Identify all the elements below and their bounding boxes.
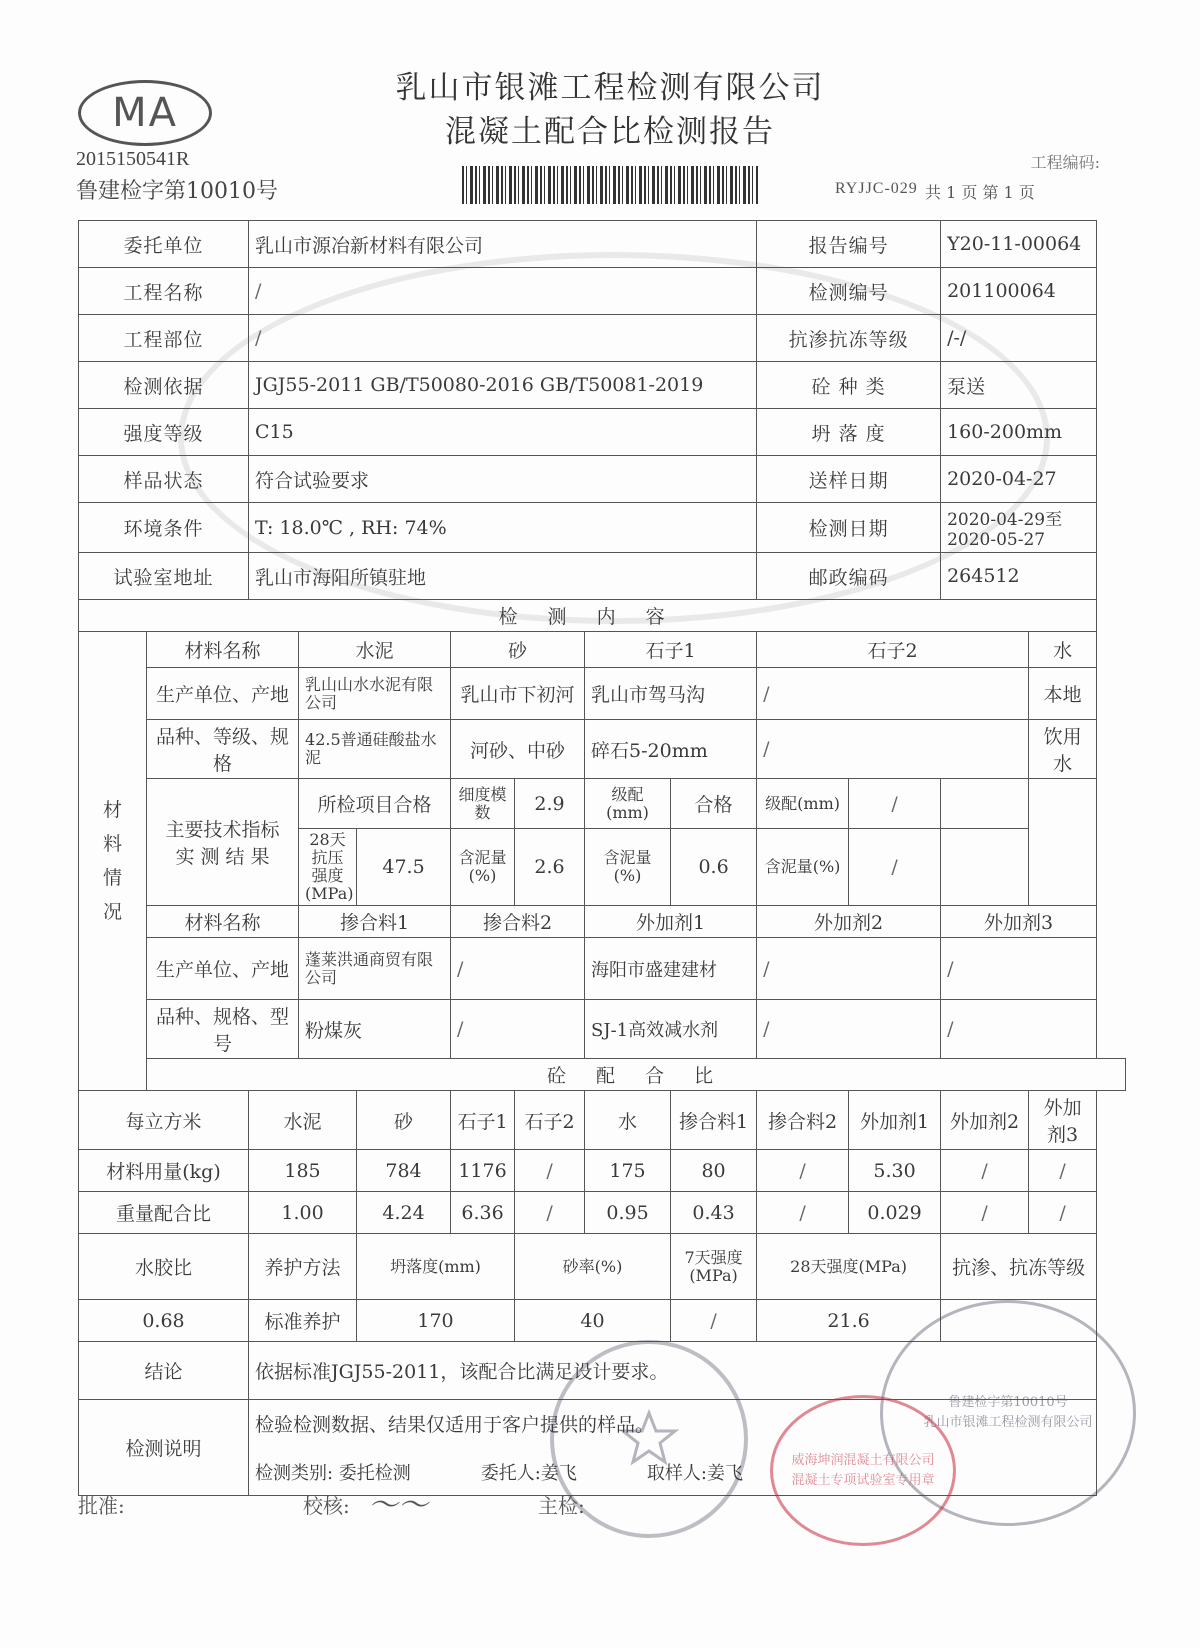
usage-cell: 5.30 <box>849 1150 941 1192</box>
ad2-spec: / <box>757 1000 941 1059</box>
mat-stone2-header: 石子2 <box>757 632 1029 668</box>
lab-label: 试验室地址 <box>79 553 249 600</box>
report-no-value: Y20-11-00064 <box>941 221 1097 268</box>
tech-label-line1: 主要技术指标 <box>165 819 280 841</box>
mat-sand-header: 砂 <box>451 632 585 668</box>
stone2-mud-value: / <box>849 829 941 906</box>
mat-producer-label: 生产单位、产地 <box>147 668 299 720</box>
sandrate-header: 砂率(%) <box>515 1234 671 1300</box>
send-date-value: 2020-04-27 <box>941 456 1097 503</box>
cure-header: 养护方法 <box>249 1234 357 1300</box>
ratio-cell: / <box>941 1192 1029 1234</box>
ad1-spec: SJ-1高效减水剂 <box>585 1000 757 1059</box>
info-row <box>79 553 1126 600</box>
usage-label: 材料用量(kg) <box>79 1150 249 1192</box>
mix-sand-header: 砂 <box>357 1091 451 1150</box>
mix-add2-header: 掺合料2 <box>757 1091 849 1150</box>
usage-cell: 185 <box>249 1150 357 1192</box>
report-no-label: 报告编号 <box>757 221 941 268</box>
res-slump-value: 170 <box>357 1300 515 1342</box>
s7-header: 7天强度(MPa) <box>671 1234 757 1300</box>
mix-cement-header: 水泥 <box>249 1091 357 1150</box>
stone1-mud-label: 含泥量(%) <box>585 829 671 906</box>
env-label: 环境条件 <box>79 503 249 553</box>
adm-ad1-header: 外加剂1 <box>585 906 757 938</box>
cement-spec: 42.5普通硅酸盐水泥 <box>299 720 451 779</box>
approve-label: 批准: <box>78 1494 125 1518</box>
add1-producer: 蓬莱洪通商贸有限公司 <box>299 938 451 1000</box>
strength-label: 强度等级 <box>79 409 249 456</box>
cma-logo <box>78 80 212 146</box>
sand-producer: 乳山市下初河 <box>451 668 585 720</box>
send-date-label: 送样日期 <box>757 456 941 503</box>
test-date-value: 2020-04-29至2020-05-27 <box>941 503 1097 553</box>
adm-spec-label: 品种、规格、型号 <box>147 1000 299 1059</box>
conclusion-label: 结论 <box>79 1342 249 1400</box>
add2-spec: / <box>451 1000 585 1059</box>
sand-spec: 河砂、中砂 <box>451 720 585 779</box>
usage-cell: 80 <box>671 1150 757 1192</box>
ratio-cell: 1.00 <box>249 1192 357 1234</box>
sample-label: 样品状态 <box>79 456 249 503</box>
basis-label: 检测依据 <box>79 362 249 409</box>
adm-add1-header: 掺合料1 <box>299 906 451 938</box>
report-header <box>0 0 1200 222</box>
seal-cert: 鲁建检字第10010号 <box>948 1395 1068 1410</box>
adm-add2-header: 掺合料2 <box>451 906 585 938</box>
test-date-label: 检测日期 <box>757 503 941 553</box>
mix-ad3-header: 外加剂3 <box>1029 1091 1097 1150</box>
content-section-title: 检 测 内 容 <box>79 600 1097 632</box>
cement-check: 所检项目合格 <box>299 779 451 829</box>
mix-stone2-header: 石子2 <box>515 1091 585 1150</box>
usage-cell: / <box>1029 1150 1097 1192</box>
ratio-cell: / <box>515 1192 585 1234</box>
test-no-label: 检测编号 <box>757 268 941 315</box>
env-value: T: 18.0℃ , RH: 74% <box>249 503 757 553</box>
conclusion-text: 依据标准JGJ55-2011，该配合比满足设计要求。 <box>249 1342 1097 1400</box>
lab-value: 乳山市海阳所镇驻地 <box>249 553 757 600</box>
stone1-producer: 乳山市驾马沟 <box>585 668 757 720</box>
seal-company: 乳山市银滩工程检测有限公司 <box>923 1415 1093 1430</box>
project-value: / <box>249 268 757 315</box>
add2-producer: / <box>451 938 585 1000</box>
sand-mud-label: 含泥量(%) <box>451 829 515 906</box>
materials-side-label: 材 料 情 况 <box>79 632 147 1091</box>
stone1-grading-value: 合格 <box>671 779 757 829</box>
sandrate-value: 40 <box>515 1300 671 1342</box>
review-signature: 〜〜 <box>368 1488 428 1523</box>
slump-value: 160-200mm <box>941 409 1097 456</box>
notes-text: 检验检测数据、结果仅适用于客户提供的样品。 <box>255 1414 655 1436</box>
ratio-cell: 4.24 <box>357 1192 451 1234</box>
info-row <box>79 503 1126 553</box>
sand-mud-value: 2.6 <box>515 829 585 906</box>
project-label: 工程名称 <box>79 268 249 315</box>
mix-section-title: 砼 配 合 比 <box>147 1059 1126 1091</box>
info-row <box>79 362 1126 409</box>
usage-cell: / <box>757 1150 849 1192</box>
add1-spec: 粉煤灰 <box>299 1000 451 1059</box>
usage-cell: 784 <box>357 1150 451 1192</box>
part-value: / <box>249 315 757 362</box>
mix-ad1-header: 外加剂1 <box>849 1091 941 1150</box>
sampler-person: 取样人:姜飞 <box>646 1463 743 1484</box>
usage-cell: / <box>515 1150 585 1192</box>
adm-ad3-header: 外加剂3 <box>941 906 1097 938</box>
water-spec: 饮用水 <box>1029 720 1097 779</box>
company-name: 乳山市银滩工程检测有限公司 <box>395 70 825 106</box>
license-no: 鲁建检字第10010号 <box>76 179 278 204</box>
ratio-cell: / <box>757 1192 849 1234</box>
red-seal-company: 威海坤润混凝土有限公司 <box>791 1452 935 1468</box>
ratio-cell: 6.36 <box>451 1192 515 1234</box>
fineness-label: 细度模数 <box>451 779 515 829</box>
res-slump-header: 坍落度(mm) <box>357 1234 515 1300</box>
stone2-mud-label: 含泥量(%) <box>757 829 849 906</box>
results-row <box>79 1300 1126 1342</box>
stone2-grading-value: / <box>849 779 941 829</box>
cure-value: 标准养护 <box>249 1300 357 1342</box>
usage-cell: 1176 <box>451 1150 515 1192</box>
red-seal-purpose: 混凝土专项试验室专用章 <box>791 1472 935 1488</box>
mix-water-header: 水 <box>585 1091 671 1150</box>
water-producer: 本地 <box>1029 668 1097 720</box>
project-code-label: 工程编码: <box>1030 153 1100 172</box>
s7-value: / <box>671 1300 757 1342</box>
ad1-producer: 海阳市盛建建材 <box>585 938 757 1000</box>
client-label: 委托单位 <box>79 221 249 268</box>
stone2-producer: / <box>757 668 1029 720</box>
ratio-label: 重量配合比 <box>79 1192 249 1234</box>
post-value: 264512 <box>941 553 1097 600</box>
tech-label-line2: 实 测 结 果 <box>175 846 270 868</box>
s28-value: 21.6 <box>757 1300 941 1342</box>
type-value: 泵送 <box>941 362 1097 409</box>
type-label: 砼 种 类 <box>757 362 941 409</box>
grade-value: /-/ <box>941 315 1097 362</box>
strength28-value: 47.5 <box>357 829 451 906</box>
info-row <box>79 456 1126 503</box>
report-title: 混凝土配合比检测报告 <box>445 114 775 150</box>
usage-row <box>79 1150 1126 1192</box>
info-row <box>79 409 1126 456</box>
res-grade-header: 抗渗、抗冻等级 <box>941 1234 1097 1300</box>
mat-name-header: 材料名称 <box>147 632 299 668</box>
slump-label: 坍 落 度 <box>757 409 941 456</box>
ratio-cell: / <box>1029 1192 1097 1234</box>
ratio-cell: 0.95 <box>585 1192 671 1234</box>
mat-spec-label: 品种、等级、规格 <box>147 720 299 779</box>
mix-ad2-header: 外加剂2 <box>941 1091 1029 1150</box>
stone2-spec: / <box>757 720 1029 779</box>
signature-row <box>78 1480 1126 1530</box>
info-row <box>79 221 1126 268</box>
ratio-row <box>79 1192 1126 1234</box>
cement-producer: 乳山山水水泥有限公司 <box>299 668 451 720</box>
tester-label: 主检: <box>538 1494 585 1518</box>
strength28-label: 28天抗压强度(MPa) <box>299 829 357 906</box>
adm-ad2-header: 外加剂2 <box>757 906 941 938</box>
ratio-cell: 0.029 <box>849 1192 941 1234</box>
mat-cement-header: 水泥 <box>299 632 451 668</box>
ad3-producer: / <box>941 938 1097 1000</box>
tech-label <box>147 779 299 906</box>
cma-logo-text: MA <box>112 90 178 136</box>
wb-header: 水胶比 <box>79 1234 249 1300</box>
post-label: 邮政编码 <box>757 553 941 600</box>
stone1-mud-value: 0.6 <box>671 829 757 906</box>
wb-value: 0.68 <box>79 1300 249 1342</box>
page-count: 共 1 页 第 1 页 <box>925 183 1035 202</box>
test-category: 检测类别: 委托检测 <box>255 1463 411 1484</box>
test-no-value: 201100064 <box>941 268 1097 315</box>
usage-cell: 175 <box>585 1150 671 1192</box>
sample-value: 符合试验要求 <box>249 456 757 503</box>
mix-stone1-header: 石子1 <box>451 1091 515 1150</box>
adm-name-header: 材料名称 <box>147 906 299 938</box>
s28-header: 28天强度(MPa) <box>757 1234 941 1300</box>
cma-cert-no: 2015150541R <box>76 148 190 170</box>
mat-water-header: 水 <box>1029 632 1097 668</box>
ratio-cell: 0.43 <box>671 1192 757 1234</box>
strength-value: C15 <box>249 409 757 456</box>
mix-per-header: 每立方米 <box>79 1091 249 1150</box>
client-person: 委托人:姜飞 <box>480 1463 577 1484</box>
stone2-grading-label: 级配(mm) <box>757 779 849 829</box>
basis-value: JGJ55-2011 GB/T50080-2016 GB/T50081-2019 <box>249 362 757 409</box>
notes-label: 检测说明 <box>79 1400 249 1496</box>
review-label: 校核: <box>303 1494 350 1518</box>
stone1-grading-label: 级配(mm) <box>585 779 671 829</box>
mat-stone1-header: 石子1 <box>585 632 757 668</box>
report-table <box>78 220 1126 1496</box>
doc-code: RYJJC-029 <box>835 180 918 197</box>
res-grade-value <box>941 1300 1097 1342</box>
ad3-spec: / <box>941 1000 1097 1059</box>
fineness-value: 2.9 <box>515 779 585 829</box>
ad2-producer: / <box>757 938 941 1000</box>
adm-producer-label: 生产单位、产地 <box>147 938 299 1000</box>
barcode <box>462 166 758 204</box>
grade-label: 抗渗抗冻等级 <box>757 315 941 362</box>
info-row <box>79 315 1126 362</box>
usage-cell: / <box>941 1150 1029 1192</box>
mix-add1-header: 掺合料1 <box>671 1091 757 1150</box>
stone1-spec: 碎石5-20mm <box>585 720 757 779</box>
part-label: 工程部位 <box>79 315 249 362</box>
client-value: 乳山市源冶新材料有限公司 <box>249 221 757 268</box>
info-row <box>79 268 1126 315</box>
